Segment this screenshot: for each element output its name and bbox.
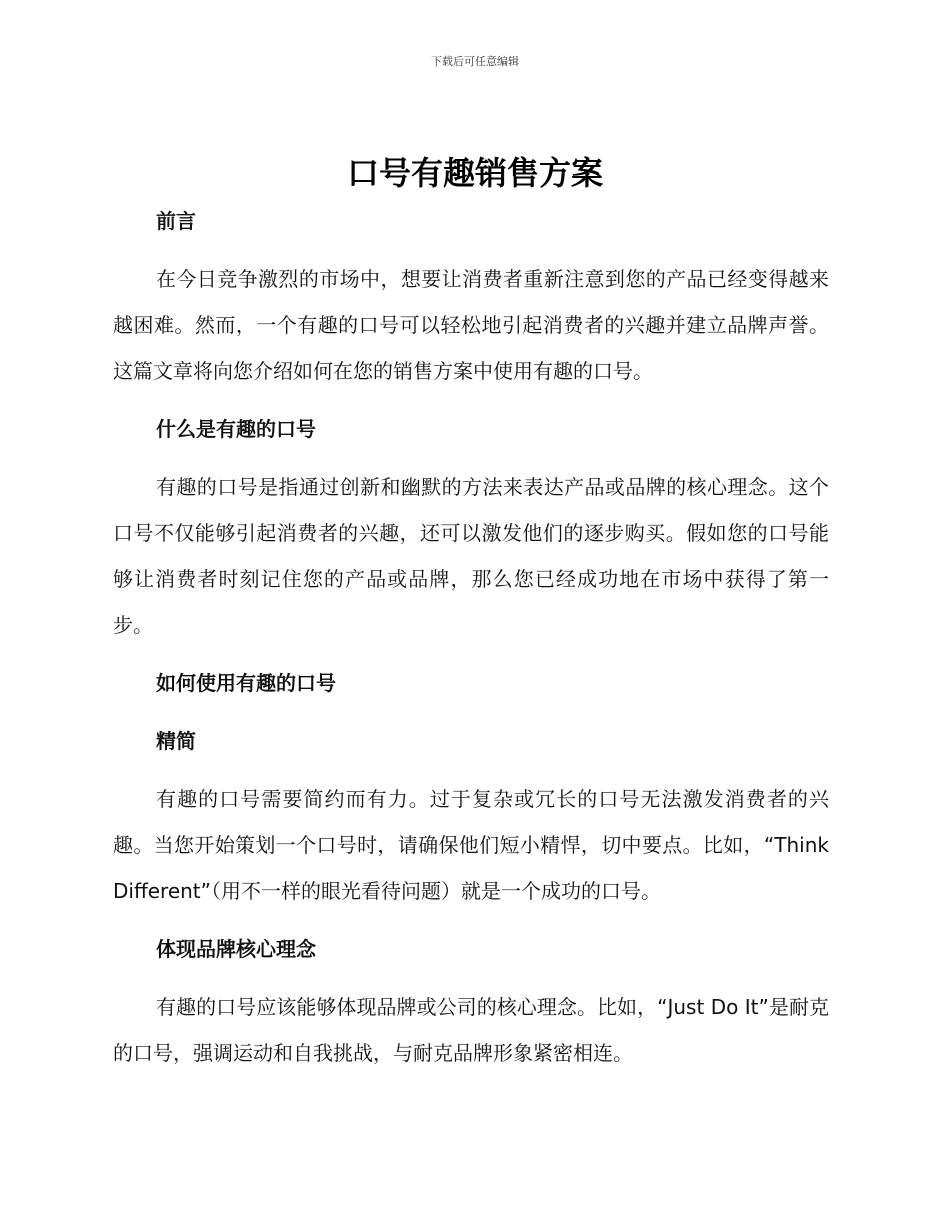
document-title: 口号有趣销售方案 xyxy=(346,154,603,192)
page-header-note: 下载后可任意编辑 xyxy=(431,55,519,68)
paragraph-what-is-slogan: 有趣的口号是指通过创新和幽默的方法来表达产品或品牌的核心理念。这个口号不仅能够引起消费者的兴趣，还可以激发他们的逐步购买。假如您的口号能够让消费者时刻记住您的产品或品牌，那么您已经成功地在市场中获得了第一步。 xyxy=(113,475,829,637)
paragraph-brand-core: 有趣的口号应该能够体现品牌或公司的核心理念。比如，“Just Do It”是耐克的口号，强调运动和自我挑战，与耐克品牌形象紧密相连。 xyxy=(113,995,829,1065)
section-heading-brand-core: 体现品牌核心理念 xyxy=(156,937,316,961)
section-heading-how-to-use: 如何使用有趣的口号 xyxy=(156,671,336,695)
section-heading-concise: 精简 xyxy=(156,729,196,753)
paragraph-preface: 在今日竞争激烈的市场中，想要让消费者重新注意到您的产品已经变得越来越困难。然而，一个有趣的口号可以轻松地引起消费者的兴趣并建立品牌声誉。这篇文章将向您介绍如何在您的销售方案中使用有趣的口号。 xyxy=(113,267,829,383)
document-body xyxy=(113,198,829,1076)
section-heading-preface: 前言 xyxy=(156,209,196,233)
section-heading-what-is-slogan: 什么是有趣的口号 xyxy=(156,417,316,441)
paragraph-concise: 有趣的口号需要简约而有力。过于复杂或冗长的口号无法激发消费者的兴趣。当您开始策划一个口号时，请确保他们短小精悍，切中要点。比如，“Think Different”（用不一样的眼光看待问题）就是一个成功的口号。 xyxy=(113,787,829,903)
